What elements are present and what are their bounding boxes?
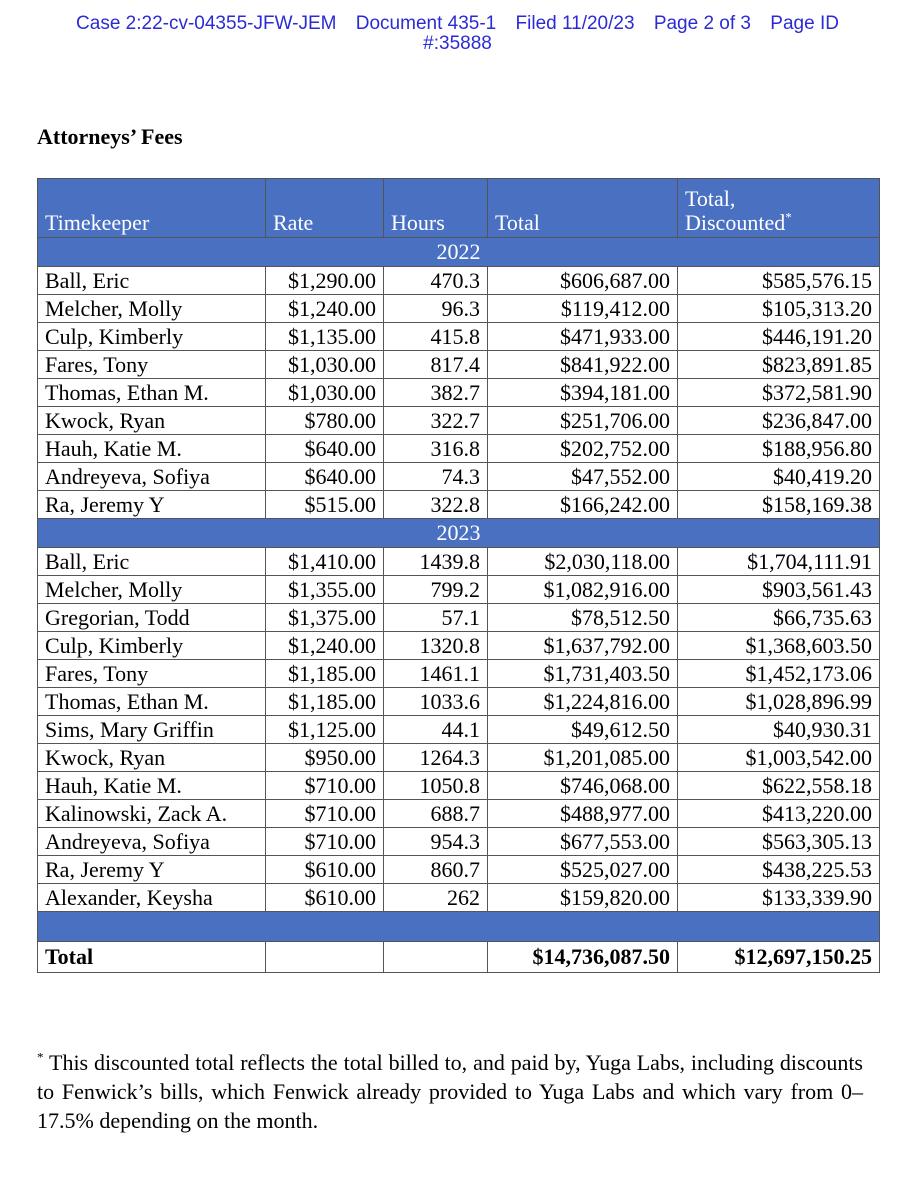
cell-rate: $1,185.00	[266, 688, 384, 716]
cell-rate: $610.00	[266, 856, 384, 884]
cell-timekeeper: Alexander, Keysha	[38, 884, 266, 912]
cell-rate: $1,185.00	[266, 660, 384, 688]
table-row	[38, 828, 880, 856]
cell-total: $606,687.00	[488, 267, 678, 295]
cell-timekeeper: Thomas, Ethan M.	[38, 688, 266, 716]
table-row	[38, 351, 880, 379]
cell-hours: 860.7	[384, 856, 488, 884]
cell-timekeeper: Ball, Eric	[38, 548, 266, 576]
cell-hours: 57.1	[384, 604, 488, 632]
table-row	[38, 856, 880, 884]
table-row	[38, 660, 880, 688]
cell-rate: $710.00	[266, 828, 384, 856]
cell-hours: 1050.8	[384, 772, 488, 800]
cell-rate: $515.00	[266, 491, 384, 519]
cell-total-discounted: $105,313.20	[678, 295, 880, 323]
cell-rate: $1,240.00	[266, 295, 384, 323]
cell-total-discounted: $1,028,896.99	[678, 688, 880, 716]
cell-hours: 96.3	[384, 295, 488, 323]
cell-timekeeper: Culp, Kimberly	[38, 323, 266, 351]
cell-rate: $950.00	[266, 744, 384, 772]
column-header-total-line2: Discounted	[685, 210, 786, 235]
cell-total: $746,068.00	[488, 772, 678, 800]
table-row	[38, 548, 880, 576]
cell-total-discounted: $66,735.63	[678, 604, 880, 632]
total-row	[38, 942, 880, 973]
cell-total: $78,512.50	[488, 604, 678, 632]
section-title: Attorneys’ Fees	[37, 124, 183, 149]
cell-timekeeper: Hauh, Katie M.	[38, 772, 266, 800]
cell-hours: 1033.6	[384, 688, 488, 716]
column-header-hours: Hours	[384, 179, 488, 238]
cell-total: $525,027.00	[488, 856, 678, 884]
cell-total-discounted: $903,561.43	[678, 576, 880, 604]
cell-rate: $1,410.00	[266, 548, 384, 576]
cell-timekeeper: Melcher, Molly	[38, 295, 266, 323]
cell-timekeeper: Andreyeva, Sofiya	[38, 463, 266, 491]
document-header	[0, 14, 915, 54]
cell-rate: $640.00	[266, 463, 384, 491]
table-row	[38, 716, 880, 744]
cell-timekeeper: Sims, Mary Griffin	[38, 716, 266, 744]
cell-rate: $1,030.00	[266, 351, 384, 379]
page-id-label: Page ID	[770, 13, 839, 34]
cell-total-discounted: $413,220.00	[678, 800, 880, 828]
cell-timekeeper: Ra, Jeremy Y	[38, 491, 266, 519]
cell-hours: 415.8	[384, 323, 488, 351]
cell-hours: 1461.1	[384, 660, 488, 688]
table-row	[38, 463, 880, 491]
cell-rate: $1,125.00	[266, 716, 384, 744]
cell-total-discounted: $1,704,111.91	[678, 548, 880, 576]
year-label-2023: 2023	[38, 519, 880, 548]
cell-timekeeper: Thomas, Ethan M.	[38, 379, 266, 407]
document-number: Document 435-1	[355, 13, 497, 34]
cell-total: $159,820.00	[488, 884, 678, 912]
cell-hours: 817.4	[384, 351, 488, 379]
cell-total: $251,706.00	[488, 407, 678, 435]
cell-hours: 688.7	[384, 800, 488, 828]
cell-total: $49,612.50	[488, 716, 678, 744]
footnote-text: This discounted total reflects the total billed to, and paid by, Yuga Labs, including discounts to Fenwick’s bills, which Fenwick already provided to Yuga Labs and which vary from 0–17.5% depending on the month.	[37, 1050, 863, 1133]
cell-total-discounted: $823,891.85	[678, 351, 880, 379]
table-row	[38, 772, 880, 800]
table-row	[38, 884, 880, 912]
cell-rate: $1,375.00	[266, 604, 384, 632]
cell-total: $166,242.00	[488, 491, 678, 519]
cell-hours: 44.1	[384, 716, 488, 744]
total-label: Total	[38, 942, 266, 973]
cell-total-discounted: $622,558.18	[678, 772, 880, 800]
cell-timekeeper: Melcher, Molly	[38, 576, 266, 604]
table-row	[38, 688, 880, 716]
cell-rate: $1,135.00	[266, 323, 384, 351]
cell-total-discounted: $563,305.13	[678, 828, 880, 856]
cell-total: $1,731,403.50	[488, 660, 678, 688]
cell-total-discounted: $40,419.20	[678, 463, 880, 491]
table-row	[38, 295, 880, 323]
table-row	[38, 744, 880, 772]
cell-timekeeper: Hauh, Katie M.	[38, 435, 266, 463]
cell-total: $1,224,816.00	[488, 688, 678, 716]
year-label-2022: 2022	[38, 238, 880, 267]
cell-rate: $1,355.00	[266, 576, 384, 604]
table-row	[38, 800, 880, 828]
fees-table	[37, 178, 880, 973]
cell-total: $1,201,085.00	[488, 744, 678, 772]
cell-total-discounted: $236,847.00	[678, 407, 880, 435]
table-header-row	[38, 179, 880, 238]
cell-hours: 74.3	[384, 463, 488, 491]
footnote-marker: *	[37, 1049, 44, 1065]
cell-timekeeper: Fares, Tony	[38, 660, 266, 688]
cell-total: $488,977.00	[488, 800, 678, 828]
cell-timekeeper: Fares, Tony	[38, 351, 266, 379]
cell-timekeeper: Kwock, Ryan	[38, 744, 266, 772]
cell-total-discounted: $1,452,173.06	[678, 660, 880, 688]
cell-hours: 1320.8	[384, 632, 488, 660]
cell-hours: 799.2	[384, 576, 488, 604]
cell-timekeeper: Gregorian, Todd	[38, 604, 266, 632]
page-id: #:35888	[423, 33, 492, 54]
total-amount: $14,736,087.50	[488, 942, 678, 973]
total-discounted-amount: $12,697,150.25	[678, 942, 880, 973]
cell-total: $2,030,118.00	[488, 548, 678, 576]
cell-timekeeper: Kwock, Ryan	[38, 407, 266, 435]
cell-timekeeper: Culp, Kimberly	[38, 632, 266, 660]
table-row	[38, 435, 880, 463]
table-row	[38, 267, 880, 295]
blank-separator-row	[38, 912, 880, 942]
cell-total-discounted: $188,956.80	[678, 435, 880, 463]
cell-hours: 316.8	[384, 435, 488, 463]
cell-hours: 954.3	[384, 828, 488, 856]
cell-total: $394,181.00	[488, 379, 678, 407]
table-row	[38, 576, 880, 604]
year-row-2023	[38, 519, 880, 548]
cell-total: $202,752.00	[488, 435, 678, 463]
cell-total: $47,552.00	[488, 463, 678, 491]
table-row	[38, 632, 880, 660]
cell-rate: $1,290.00	[266, 267, 384, 295]
table-row	[38, 491, 880, 519]
cell-hours: 470.3	[384, 267, 488, 295]
cell-hours: 1439.8	[384, 548, 488, 576]
cell-timekeeper: Andreyeva, Sofiya	[38, 828, 266, 856]
table-row	[38, 407, 880, 435]
cell-total-discounted: $1,368,603.50	[678, 632, 880, 660]
cell-rate: $1,030.00	[266, 379, 384, 407]
filed-date: Filed 11/20/23	[515, 13, 635, 34]
cell-timekeeper: Kalinowski, Zack A.	[38, 800, 266, 828]
total-rate-empty	[266, 942, 384, 973]
cell-total-discounted: $133,339.90	[678, 884, 880, 912]
cell-hours: 1264.3	[384, 744, 488, 772]
cell-total: $471,933.00	[488, 323, 678, 351]
table-row	[38, 323, 880, 351]
cell-total-discounted: $1,003,542.00	[678, 744, 880, 772]
page-number: Page 2 of 3	[653, 13, 752, 34]
cell-total-discounted: $585,576.15	[678, 267, 880, 295]
cell-total: $1,637,792.00	[488, 632, 678, 660]
cell-total: $1,082,916.00	[488, 576, 678, 604]
column-header-total-line1: Total,	[685, 186, 736, 211]
cell-rate: $710.00	[266, 772, 384, 800]
cell-rate: $780.00	[266, 407, 384, 435]
cell-hours: 322.7	[384, 407, 488, 435]
cell-total: $119,412.00	[488, 295, 678, 323]
blank-separator-cell	[38, 912, 880, 942]
cell-rate: $710.00	[266, 800, 384, 828]
cell-total-discounted: $446,191.20	[678, 323, 880, 351]
cell-total: $841,922.00	[488, 351, 678, 379]
cell-rate: $1,240.00	[266, 632, 384, 660]
cell-total-discounted: $372,581.90	[678, 379, 880, 407]
table-row	[38, 379, 880, 407]
column-header-timekeeper: Timekeeper	[38, 179, 266, 238]
cell-total-discounted: $438,225.53	[678, 856, 880, 884]
cell-total-discounted: $40,930.31	[678, 716, 880, 744]
cell-hours: 382.7	[384, 379, 488, 407]
case-number: Case 2:22-cv-04355-JFW-JEM	[76, 13, 337, 34]
year-row-2022	[38, 238, 880, 267]
cell-total: $677,553.00	[488, 828, 678, 856]
cell-total-discounted: $158,169.38	[678, 491, 880, 519]
total-hours-empty	[384, 942, 488, 973]
column-header-rate: Rate	[266, 179, 384, 238]
cell-rate: $610.00	[266, 884, 384, 912]
cell-hours: 262	[384, 884, 488, 912]
footnote	[37, 1048, 863, 1135]
table-row	[38, 604, 880, 632]
cell-timekeeper: Ball, Eric	[38, 267, 266, 295]
cell-rate: $640.00	[266, 435, 384, 463]
footnote-marker: *	[785, 209, 792, 225]
column-header-total: Total	[488, 179, 678, 238]
cell-timekeeper: Ra, Jeremy Y	[38, 856, 266, 884]
column-header-total-discounted	[678, 179, 880, 238]
cell-hours: 322.8	[384, 491, 488, 519]
